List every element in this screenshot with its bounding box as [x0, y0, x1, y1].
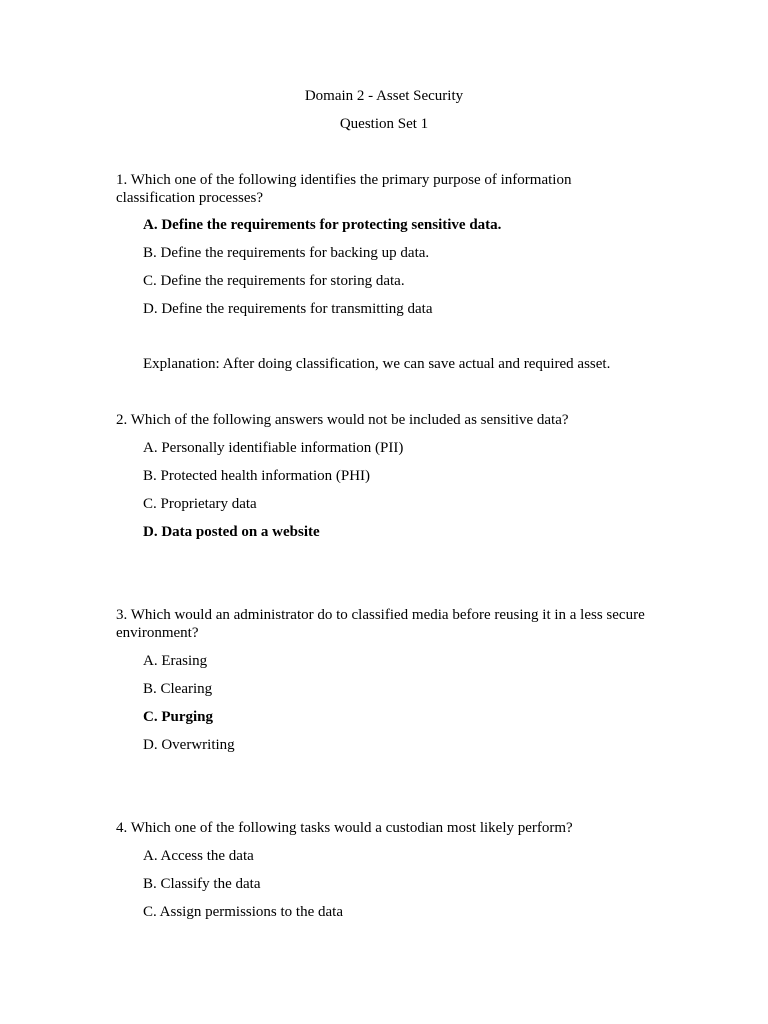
question-4-option-a: A. Access the data — [143, 848, 254, 864]
question-2-option-a: A. Personally identifiable information (PII) — [143, 440, 404, 456]
question-2-option-c: C. Proprietary data — [143, 496, 257, 512]
question-1-option-b: B. Define the requirements for backing up data. — [143, 245, 430, 261]
question-4-option-c: C. Assign permissions to the data — [143, 904, 343, 920]
question-1-option-a: A. Define the requirements for protecting sensitive data. — [143, 217, 502, 233]
question-4-option-b: B. Classify the data — [143, 876, 261, 892]
question-3-option-d: D. Overwriting — [143, 737, 235, 753]
question-2-option-b: B. Protected health information (PHI) — [143, 468, 371, 484]
document-subtitle: Question Set 1 — [339, 116, 429, 132]
question-3-text: 3. Which would an administrator do to classified media before reusing it in a less secure environment? — [116, 607, 645, 641]
question-2-text: 2. Which of the following answers would not be included as sensitive data? — [116, 412, 569, 428]
question-3-option-a: A. Erasing — [143, 653, 208, 669]
document-title: Domain 2 - Asset Security — [304, 88, 464, 104]
question-3-option-b: B. Clearing — [143, 681, 213, 697]
question-1-explanation: Explanation: After doing classification, we can save actual and required asset. — [143, 356, 611, 372]
question-1-text: 1. Which one of the following identifies the primary purpose of information classification processes? — [116, 172, 572, 206]
question-3-option-c: C. Purging — [143, 709, 214, 725]
question-1-option-c: C. Define the requirements for storing data. — [143, 273, 405, 289]
question-1-option-d: D. Define the requirements for transmitting data — [143, 301, 433, 317]
question-4-text: 4. Which one of the following tasks would a custodian most likely perform? — [116, 820, 573, 836]
question-2-option-d: D. Data posted on a website — [143, 524, 320, 540]
